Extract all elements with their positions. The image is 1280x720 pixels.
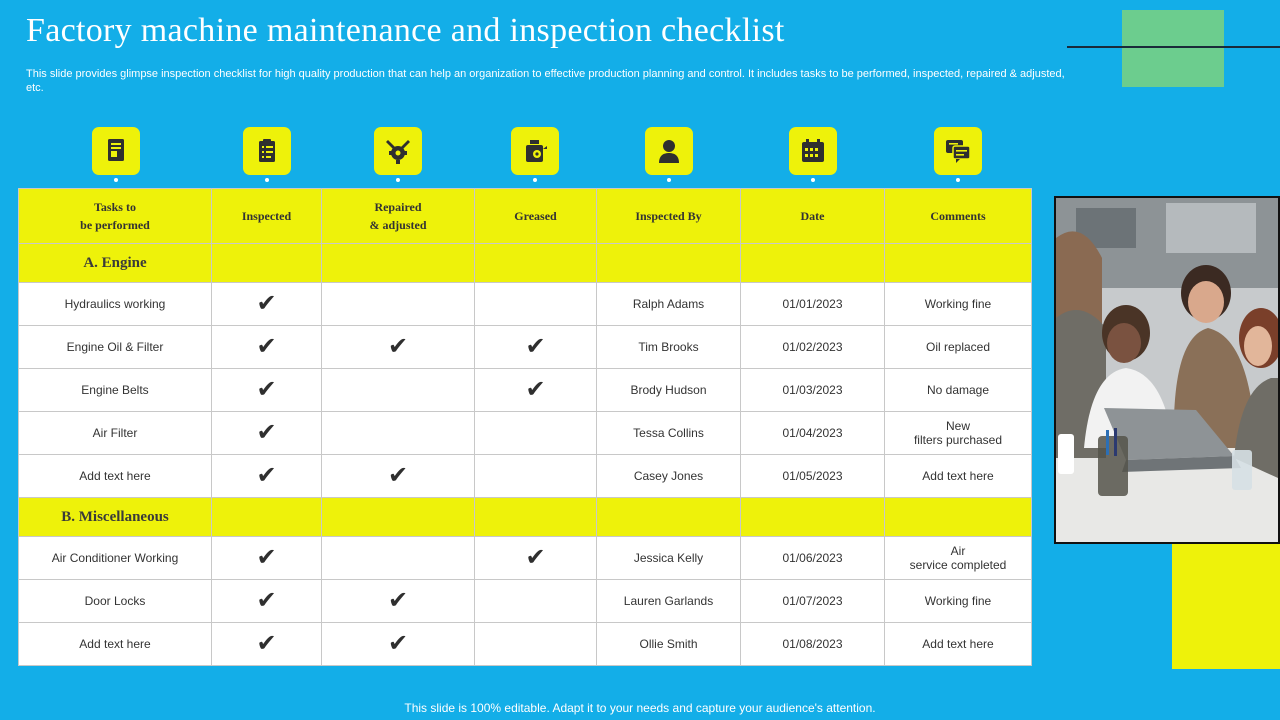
section-cell xyxy=(475,498,597,537)
comment-cell: Oil replaced xyxy=(885,326,1032,369)
section-cell xyxy=(475,244,597,283)
column-header: Comments xyxy=(885,189,1032,244)
table-row xyxy=(19,326,1032,369)
inspected-by-cell: Casey Jones xyxy=(597,455,741,498)
section-cell xyxy=(741,498,885,537)
table-header-row xyxy=(19,189,1032,244)
section-cell xyxy=(212,244,322,283)
check-mark-icon: ✔ xyxy=(256,587,277,614)
section-label: B. Miscellaneous xyxy=(19,498,212,537)
inspected-by-cell: Ralph Adams xyxy=(597,283,741,326)
check-mark-icon: ✔ xyxy=(256,333,277,360)
decorative-line xyxy=(1067,46,1280,48)
check-mark-icon: ✔ xyxy=(256,630,277,657)
comment-chat-icon xyxy=(934,127,982,175)
check-mark-icon: ✔ xyxy=(256,419,277,446)
comment-cell: No damage xyxy=(885,369,1032,412)
column-header: Inspected By xyxy=(597,189,741,244)
inspected-cell xyxy=(212,326,322,369)
clipboard-checklist-icon xyxy=(243,127,291,175)
repaired-cell xyxy=(322,455,475,498)
check-mark-icon: ✔ xyxy=(256,462,277,489)
section-cell xyxy=(741,244,885,283)
slide-title: Factory machine maintenance and inspection checklist xyxy=(26,12,785,49)
repaired-cell xyxy=(322,537,475,580)
greased-cell xyxy=(475,623,597,666)
comment-cell: Add text here xyxy=(885,623,1032,666)
task-cell: Air Filter xyxy=(19,412,212,455)
table-row xyxy=(19,537,1032,580)
inspected-by-cell: Jessica Kelly xyxy=(597,537,741,580)
date-cell: 01/08/2023 xyxy=(741,623,885,666)
oil-can-icon xyxy=(511,127,559,175)
date-cell: 01/05/2023 xyxy=(741,455,885,498)
table-row xyxy=(19,369,1032,412)
inspected-by-cell: Tessa Collins xyxy=(597,412,741,455)
inspected-cell xyxy=(212,623,322,666)
task-cell: Add text here xyxy=(19,623,212,666)
greased-cell xyxy=(475,283,597,326)
check-mark-icon: ✔ xyxy=(387,462,409,489)
inspected-by-cell: Tim Brooks xyxy=(597,326,741,369)
tools-gear-icon xyxy=(374,127,422,175)
section-row xyxy=(19,244,1032,283)
team-photo-illustration xyxy=(1056,198,1278,542)
column-header: Tasks to be performed xyxy=(19,189,212,244)
column-header: Date xyxy=(741,189,885,244)
table-row xyxy=(19,283,1032,326)
task-cell: Hydraulics working xyxy=(19,283,212,326)
decorative-yellow-block xyxy=(1172,540,1280,669)
section-cell xyxy=(885,498,1032,537)
column-header: Greased xyxy=(475,189,597,244)
section-cell xyxy=(322,244,475,283)
column-header: Repaired & adjusted xyxy=(322,189,475,244)
date-cell: 01/06/2023 xyxy=(741,537,885,580)
team-photo xyxy=(1054,196,1280,544)
greased-cell xyxy=(475,369,597,412)
check-mark-icon: ✔ xyxy=(256,544,277,571)
check-mark-icon: ✔ xyxy=(387,333,409,360)
repaired-cell xyxy=(322,580,475,623)
inspected-by-cell: Ollie Smith xyxy=(597,623,741,666)
checklist-table xyxy=(18,188,1032,666)
check-mark-icon: ✔ xyxy=(387,587,409,614)
calendar-icon xyxy=(789,127,837,175)
inspected-cell xyxy=(212,537,322,580)
check-mark-icon: ✔ xyxy=(256,376,277,403)
repaired-cell xyxy=(322,369,475,412)
repaired-cell xyxy=(322,623,475,666)
section-cell xyxy=(885,244,1032,283)
inspected-by-cell: Lauren Garlands xyxy=(597,580,741,623)
slide-subtitle: This slide provides glimpse inspection checklist for high quality production that can help an organization to effective production planning and control. It includes tasks to be performed, inspected, repaired & adjusted, etc. xyxy=(26,68,1065,94)
greased-cell xyxy=(475,412,597,455)
comment-cell: Air service completed xyxy=(885,537,1032,580)
comment-cell: Working fine xyxy=(885,580,1032,623)
person-icon xyxy=(645,127,693,175)
greased-cell xyxy=(475,455,597,498)
date-cell: 01/01/2023 xyxy=(741,283,885,326)
task-cell: Engine Oil & Filter xyxy=(19,326,212,369)
inspected-cell xyxy=(212,580,322,623)
section-cell xyxy=(212,498,322,537)
section-cell xyxy=(322,498,475,537)
comment-cell: Add text here xyxy=(885,455,1032,498)
check-mark-icon: ✔ xyxy=(256,290,277,317)
document-file-icon xyxy=(92,127,140,175)
inspected-cell xyxy=(212,455,322,498)
section-cell xyxy=(597,244,741,283)
comment-cell: New filters purchased xyxy=(885,412,1032,455)
slide-footer: This slide is 100% editable. Adapt it to your needs and capture your audience's attention. xyxy=(404,701,876,715)
repaired-cell xyxy=(322,412,475,455)
date-cell: 01/07/2023 xyxy=(741,580,885,623)
inspected-cell xyxy=(212,283,322,326)
section-label: A. Engine xyxy=(19,244,212,283)
inspected-cell xyxy=(212,412,322,455)
section-cell xyxy=(597,498,741,537)
task-cell: Air Conditioner Working xyxy=(19,537,212,580)
greased-cell xyxy=(475,326,597,369)
date-cell: 01/02/2023 xyxy=(741,326,885,369)
comment-cell: Working fine xyxy=(885,283,1032,326)
task-cell: Add text here xyxy=(19,455,212,498)
task-cell: Engine Belts xyxy=(19,369,212,412)
greased-cell xyxy=(475,580,597,623)
greased-cell xyxy=(475,537,597,580)
repaired-cell xyxy=(322,326,475,369)
table-row xyxy=(19,580,1032,623)
section-row xyxy=(19,498,1032,537)
date-cell: 01/03/2023 xyxy=(741,369,885,412)
task-cell: Door Locks xyxy=(19,580,212,623)
repaired-cell xyxy=(322,283,475,326)
date-cell: 01/04/2023 xyxy=(741,412,885,455)
inspected-by-cell: Brody Hudson xyxy=(597,369,741,412)
check-mark-icon: ✔ xyxy=(525,544,546,571)
table-row xyxy=(19,455,1032,498)
table-row xyxy=(19,623,1032,666)
check-mark-icon: ✔ xyxy=(387,630,409,657)
table-row xyxy=(19,412,1032,455)
decorative-green-block xyxy=(1122,10,1224,87)
check-mark-icon: ✔ xyxy=(525,376,546,403)
column-header: Inspected xyxy=(212,189,322,244)
check-mark-icon: ✔ xyxy=(525,333,546,360)
inspected-cell xyxy=(212,369,322,412)
